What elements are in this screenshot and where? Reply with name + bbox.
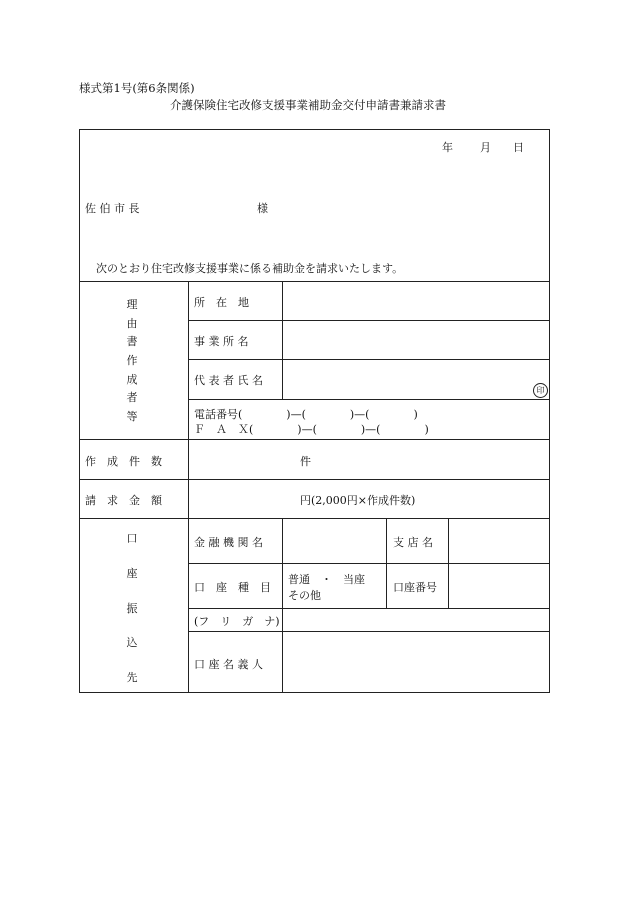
addressee-label: 佐 伯 市 長 <box>85 202 140 215</box>
honorific-label: 様 <box>257 202 268 215</box>
furigana-field[interactable] <box>283 609 549 631</box>
seal-mark: 印 <box>533 383 548 398</box>
request-statement: 次のとおり住宅改修支援事業に係る補助金を請求いたします。 <box>96 262 404 275</box>
divider <box>188 281 189 693</box>
divider <box>80 479 550 480</box>
financial-institution-field[interactable] <box>283 519 385 563</box>
account-holder-label: 口 座 名 義 人 <box>194 658 263 671</box>
branch-name-field[interactable] <box>449 519 549 563</box>
account-number-label: 口座番号 <box>393 581 437 594</box>
form-number: 様式第1号(第6条関係) <box>79 81 195 95</box>
representative-name-field[interactable] <box>283 360 549 399</box>
divider <box>188 399 550 400</box>
creation-count-unit: 件 <box>300 455 311 468</box>
fax-number-line[interactable]: Ｆ Ａ Ｘ( )—( )—( ) <box>194 423 429 436</box>
account-type-label: 口 座 種 目 <box>194 581 271 594</box>
claim-amount-label: 請 求 金 額 <box>85 494 162 507</box>
representative-name-label: 代 表 者 氏 名 <box>194 374 263 387</box>
date-day-label: 日 <box>513 141 524 154</box>
claim-amount-value: 円(2,000円×作成件数) <box>300 494 416 507</box>
date-year-label: 年 <box>442 141 453 154</box>
divider <box>80 439 550 440</box>
account-number-field[interactable] <box>449 564 549 608</box>
creation-count-label: 作 成 件 数 <box>85 455 162 468</box>
document-title: 介護保険住宅改修支援事業補助金交付申請書兼請求書 <box>170 98 446 112</box>
account-type-options[interactable]: 普通 ・ 当座 その他 <box>288 573 365 602</box>
office-name-label: 事 業 所 名 <box>194 335 249 348</box>
divider <box>386 518 387 608</box>
account-holder-field[interactable] <box>283 632 549 692</box>
application-form-table <box>79 129 550 693</box>
financial-institution-label: 金 融 機 関 名 <box>194 536 263 549</box>
furigana-label: (フ リ ガ ナ) <box>194 615 280 628</box>
address-field[interactable] <box>283 282 549 320</box>
author-section-label: 理 由 書 作 成 者 等 <box>126 298 138 423</box>
branch-name-label: 支 店 名 <box>393 536 433 549</box>
address-label: 所 在 地 <box>194 296 249 309</box>
bank-section-label: 口 座 振 込 先 <box>126 532 138 684</box>
phone-number-line[interactable]: 電話番号( )—( )—( ) <box>194 408 418 421</box>
date-month-label: 月 <box>480 141 491 154</box>
office-name-field[interactable] <box>283 321 549 359</box>
